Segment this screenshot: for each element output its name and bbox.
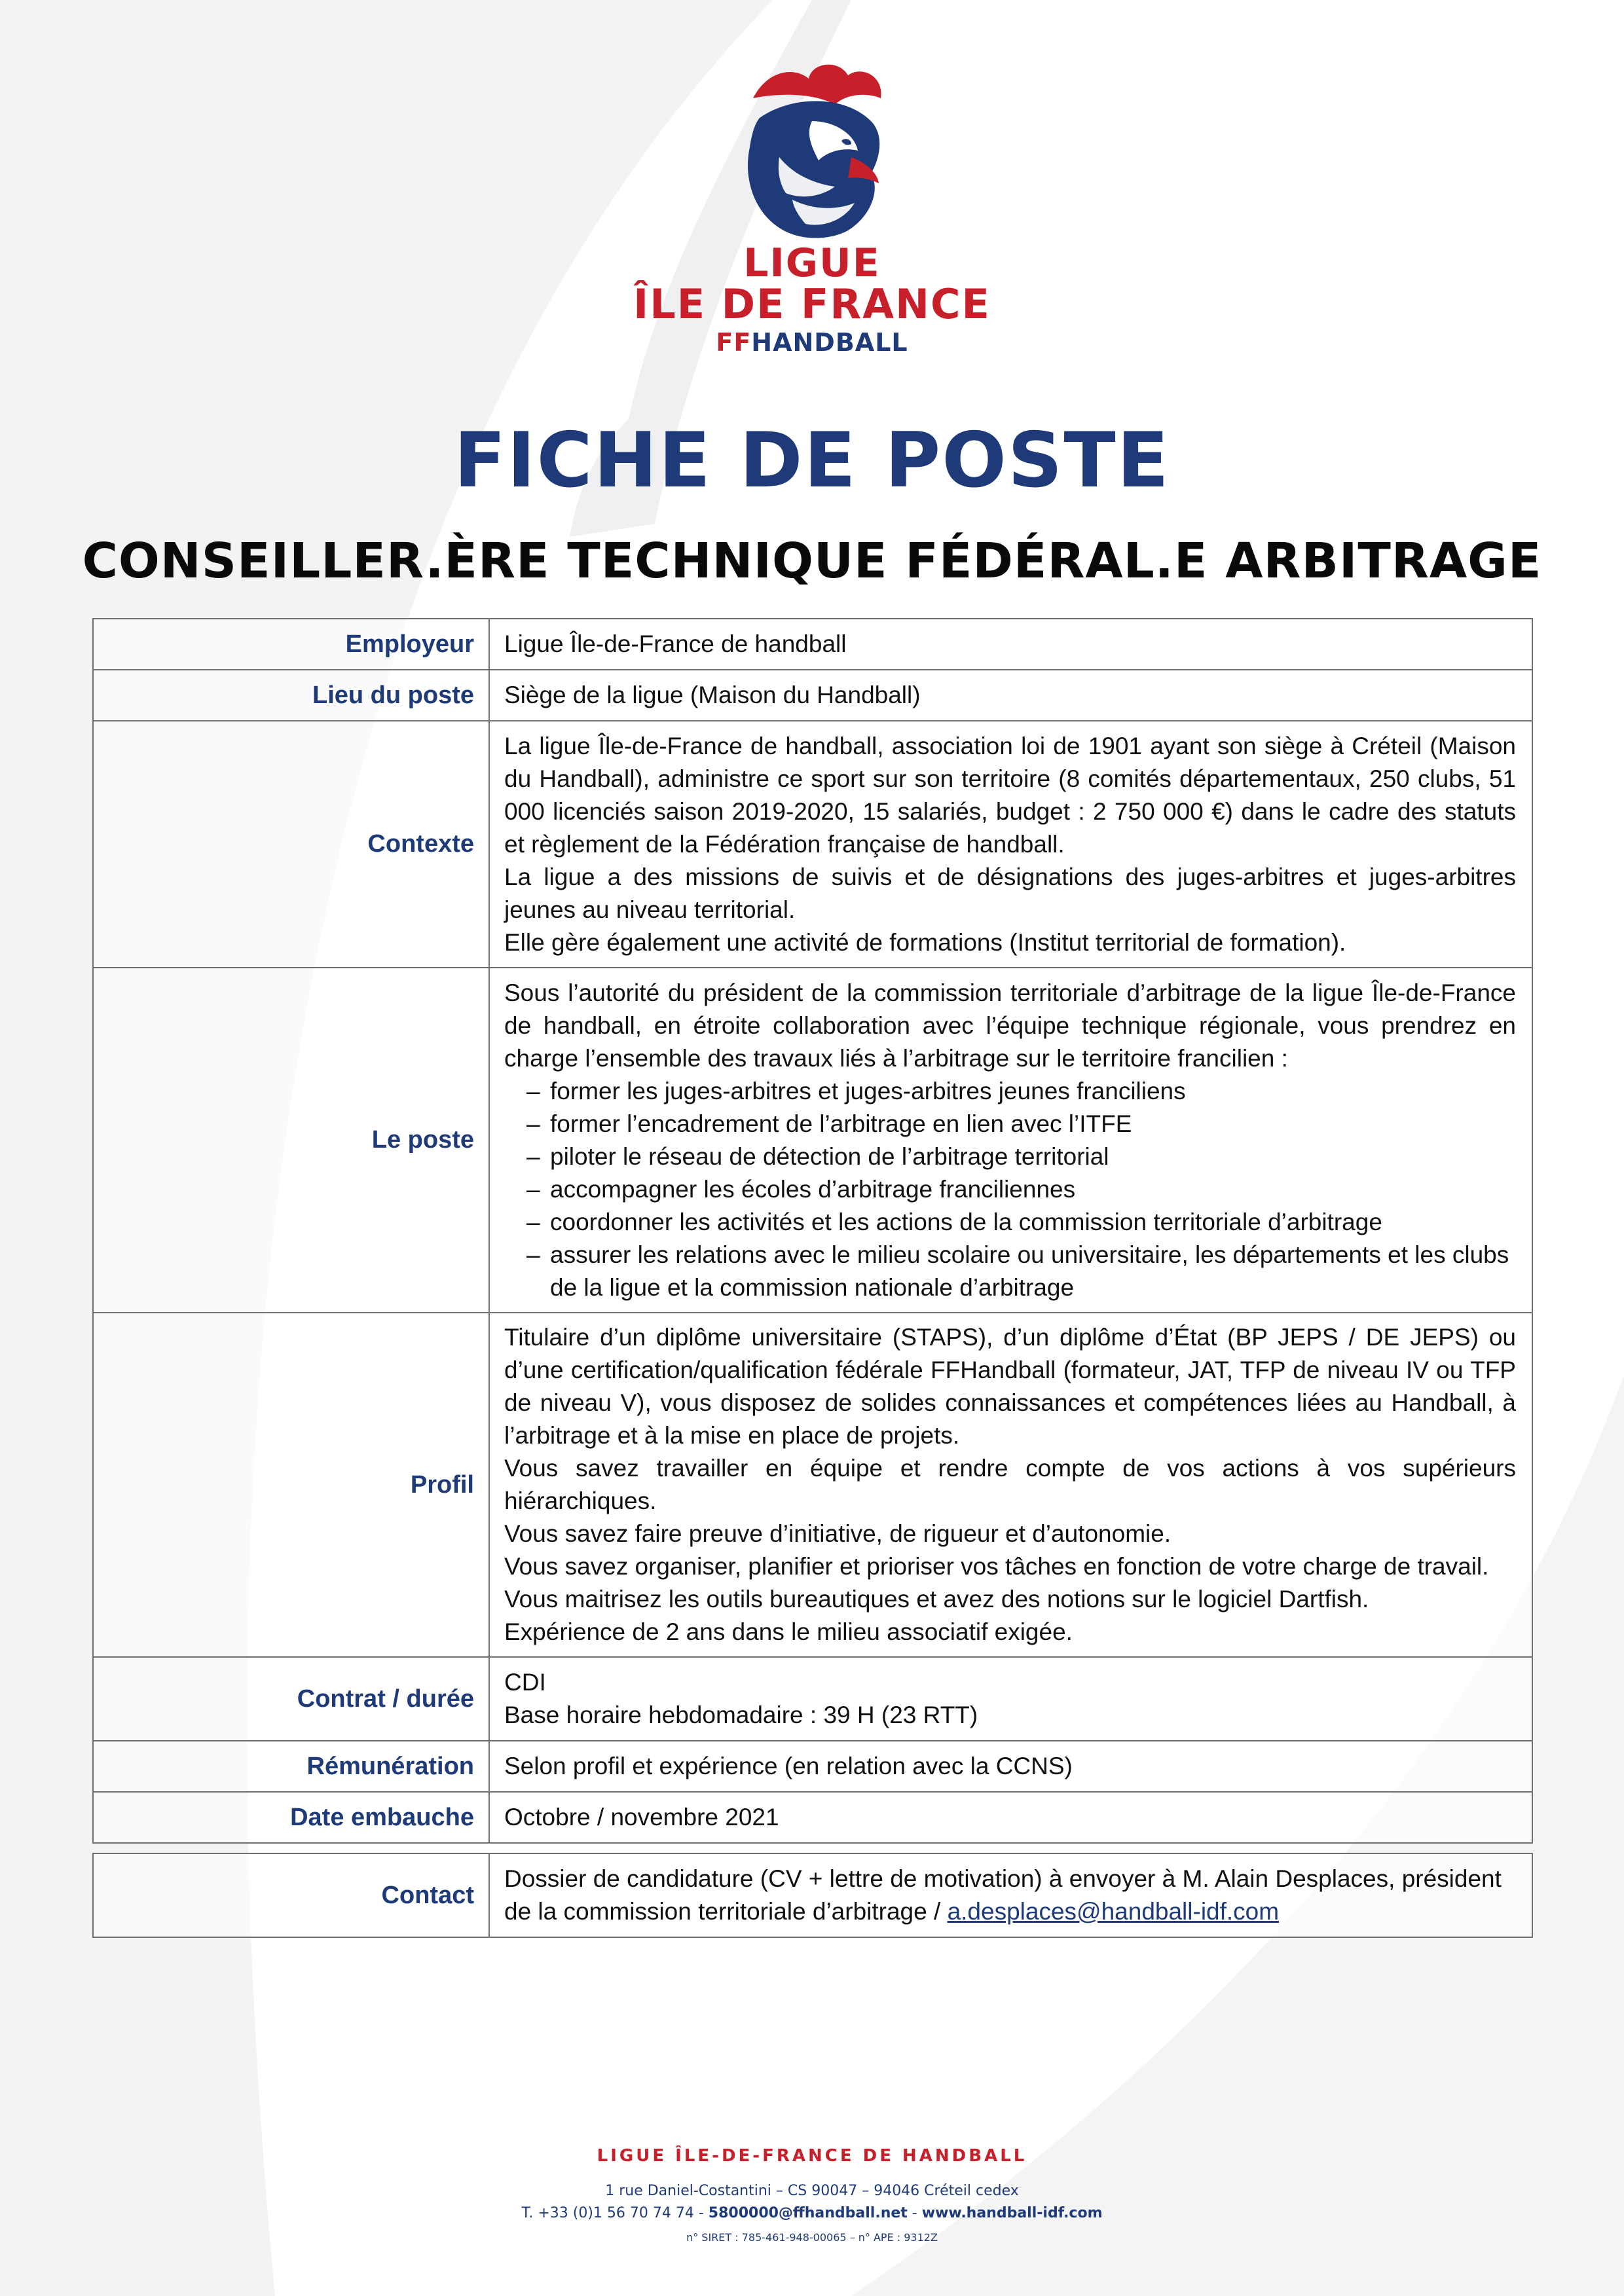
row-value	[489, 1657, 1532, 1741]
list-item: – accompagner les écoles d’arbitrage franciliennes	[526, 1173, 1516, 1206]
footer-org-name: LIGUE ÎLE-DE-FRANCE DE HANDBALL	[597, 2146, 1027, 2166]
footer-website[interactable]: www.handball-idf.com	[921, 2205, 1103, 2221]
footer-phone: T. +33 (0)1 56 70 74 74 -	[521, 2205, 709, 2221]
table-row-poste	[93, 968, 1532, 1313]
table-row-profil	[93, 1313, 1532, 1657]
footer-address: 1 rue Daniel-Costantini – CS 90047 – 94046 Créteil cedex	[605, 2183, 1019, 2199]
row-label: Contexte	[93, 721, 489, 968]
footer-contact-line	[0, 2205, 1624, 2221]
brand-handball: HANDBALL	[751, 328, 908, 357]
brand-wordmark	[524, 240, 1100, 359]
row-label: Lieu du poste	[93, 670, 489, 721]
footer-email[interactable]: 5800000@ffhandball.net	[708, 2205, 908, 2221]
contexte-paragraph: La ligue a des missions de suivis et de désignations des juges-arbitres et juges-arbitres jeunes au niveau territorial.	[504, 863, 1516, 923]
footer-ids: n° SIRET : 785-461-948-00065 – n° APE : 9312Z	[686, 2231, 938, 2244]
profil-paragraph: Titulaire d’un diplôme universitaire (STAPS), d’un diplôme d’État (BP JEPS / DE JEPS) ou d’une certification/qualification fédérale FFHandball (formateur, JAT, TFP de niveau IV ou TFP de niveau V), vous disposez de solides connaissances et compétences liées au Handball, à l’arbitrage et à la mise en place de projets.	[504, 1324, 1516, 1449]
profil-paragraph: Vous savez faire preuve d’initiative, de rigueur et d’autonomie.	[504, 1520, 1172, 1547]
brand-line-ligue: LIGUE	[743, 240, 881, 286]
list-item: – piloter le réseau de détection de l’arbitrage territorial	[526, 1140, 1516, 1173]
list-item: – former les juges-arbitres et juges-arbitres jeunes franciliens	[526, 1075, 1516, 1108]
row-label: Date embauche	[93, 1792, 489, 1843]
profil-paragraph: Vous savez travailler en équipe et rendre compte de vos actions à vos supérieurs hiérarchiques.	[504, 1455, 1516, 1514]
brand-ff: FF	[716, 328, 752, 357]
table-row-employeur	[93, 619, 1532, 670]
contrat-hours: Base horaire hebdomadaire : 39 H (23 RTT)	[504, 1702, 978, 1728]
contact-email-link[interactable]: a.desplaces@handball-idf.com	[947, 1898, 1280, 1925]
list-item: – coordonner les activités et les actions de la commission territoriale d’arbitrage	[526, 1206, 1516, 1239]
profil-paragraph: Expérience de 2 ans dans le milieu associatif exigée.	[504, 1618, 1073, 1645]
brand-line-federation	[524, 326, 1100, 359]
table-row-date	[93, 1792, 1532, 1843]
contact-text: Dossier de candidature (CV + lettre de motivation) à envoyer à M. Alain Desplaces, président de la commission territoriale d’arbitrage /	[504, 1865, 1502, 1925]
table-row-remuneration	[93, 1741, 1532, 1792]
row-value	[489, 1853, 1532, 1937]
page-title: FICHE DE POSTE	[454, 416, 1170, 505]
row-value: Ligue Île-de-France de handball	[489, 619, 1532, 670]
rooster-logo	[714, 59, 910, 242]
row-value: Selon profil et expérience (en relation avec la CCNS)	[489, 1741, 1532, 1792]
table-row-lieu	[93, 670, 1532, 721]
list-item: – former l’encadrement de l’arbitrage en lien avec l’ITFE	[526, 1108, 1516, 1140]
contact-table	[92, 1853, 1533, 1938]
contexte-paragraph: Elle gère également une activité de formations (Institut territorial de formation).	[504, 928, 1346, 956]
poste-intro: Sous l’autorité du président de la commission territoriale d’arbitrage de la ligue Île-de-France de handball, en étroite collaboration avec l’équipe technique régionale, vous prendrez en charge l’ensemble des travaux liés à l’arbitrage sur le territoire francilien :	[504, 979, 1516, 1072]
profil-paragraph: Vous maitrisez les outils bureautiques et avez des notions sur le logiciel Dartfish.	[504, 1586, 1369, 1613]
row-label: Le poste	[93, 968, 489, 1313]
row-value	[489, 721, 1532, 968]
poste-task-list	[504, 1075, 1516, 1304]
table-row-contexte	[93, 721, 1532, 968]
row-label: Profil	[93, 1313, 489, 1657]
contexte-paragraph: La ligue Île-de-France de handball, association loi de 1901 ayant son siège à Créteil (Maison du Handball), administre ce sport sur son territoire (8 comités départementaux, 250 clubs, 51 000 licenciés saison 2019-2020, 15 salariés, budget : 2 750 000 €) dans le cadre des statuts et règlement de la Fédération française de handball.	[504, 732, 1516, 858]
table-row-contrat	[93, 1657, 1532, 1741]
table-row-contact	[93, 1853, 1532, 1937]
contrat-type: CDI	[504, 1669, 546, 1696]
list-item: – assurer les relations avec le milieu scolaire ou universitaire, les départements et les clubs de la ligue et la commission nationale d’arbitrage	[526, 1239, 1516, 1304]
row-label: Rémunération	[93, 1741, 489, 1792]
row-label: Contrat / durée	[93, 1657, 489, 1741]
page-subtitle: CONSEILLER.ÈRE TECHNIQUE FÉDÉRAL.E ARBITRAGE	[82, 533, 1542, 589]
brand-line-region: ÎLE DE FRANCE	[633, 280, 991, 328]
row-label: Employeur	[93, 619, 489, 670]
row-value	[489, 968, 1532, 1313]
footer-separator: -	[907, 2205, 922, 2221]
row-value	[489, 1313, 1532, 1657]
row-value: Siège de la ligue (Maison du Handball)	[489, 670, 1532, 721]
row-value: Octobre / novembre 2021	[489, 1792, 1532, 1843]
job-info-table	[92, 618, 1533, 1844]
profil-paragraph: Vous savez organiser, planifier et prioriser vos tâches en fonction de votre charge de travail.	[504, 1553, 1489, 1580]
row-label: Contact	[93, 1853, 489, 1937]
